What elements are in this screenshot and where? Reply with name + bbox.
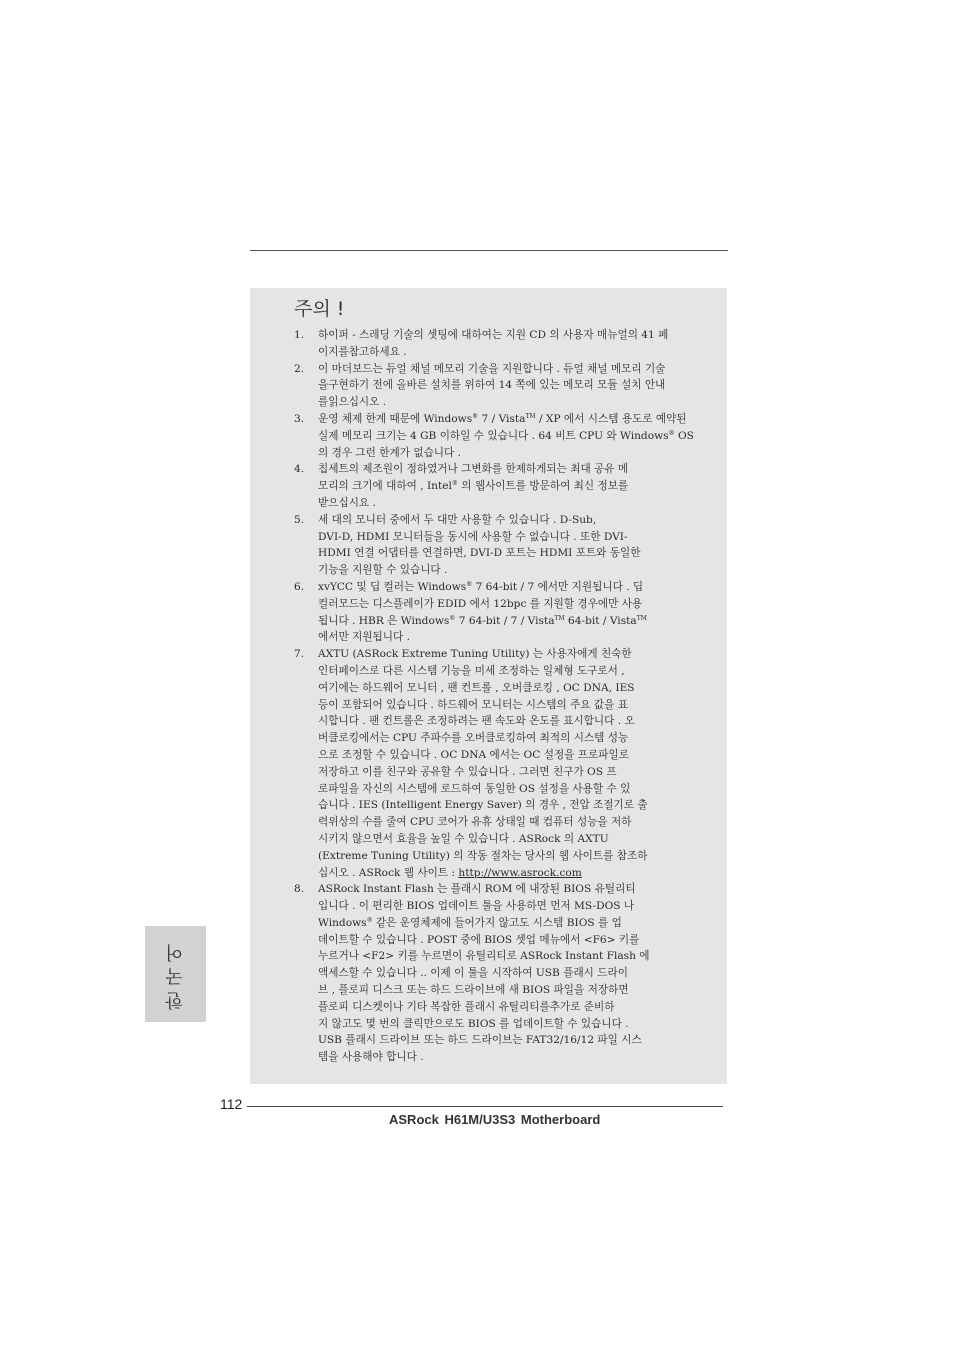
- note-line: 입니다 . 이 편리한 BIOS 업데이트 툴을 사용하면 먼저 MS-DOS 나: [318, 900, 635, 913]
- note-line: 세 대의 모니터 중에서 두 대만 사용할 수 있습니다 . D-Sub,: [318, 513, 597, 526]
- note-line: 등이 포함되어 있습니다 . 하드웨어 모니터는 시스템의 주요 값을 표: [318, 698, 628, 711]
- note-number: 2.: [294, 362, 305, 375]
- note-line: 운영 체제 한계 때문에 Windows® 7 / Vista™ / XP 에서 시스템 용도로 예약된: [318, 412, 687, 425]
- note-line: Windows® 같은 운영체제에 들어가지 않고도 시스템 BIOS 를 업: [318, 916, 622, 929]
- note-link-prefix: 십시오 . ASRock 웹 사이트 :: [318, 866, 459, 879]
- note-line: 력위상의 수를 줄여 CPU 코어가 유휴 상태일 때 컴퓨터 성능을 저하: [318, 816, 632, 829]
- note-number: 1.: [294, 329, 305, 341]
- note-line: 플로피 디스켓이나 기타 복잡한 플래시 유틸리티를추가로 준비하: [318, 1000, 615, 1013]
- website-link[interactable]: http://www.asrock.com: [458, 866, 582, 879]
- note-line: 인터페이스로 다른 시스템 기능을 미세 조정하는 일체형 도구로서 ,: [318, 664, 625, 677]
- note-line: 하이퍼 - 스레딩 기술의 셋팅에 대하여는 지원 CD 의 사용자 매뉴얼의 41 페: [318, 329, 669, 341]
- note-line: 시키지 않으면서 효율을 높일 수 있습니다 . ASRock 의 AXTU: [318, 832, 609, 845]
- note-line: 실제 메모리 크기는 4 GB 이하일 수 있습니다 . 64 비트 CPU 와 Windows® OS: [318, 429, 694, 442]
- note-item: [294, 361, 705, 411]
- language-tab-label: 한국어: [164, 938, 186, 1010]
- note-item: [294, 646, 705, 881]
- note-item: [294, 411, 705, 461]
- notice-title: 주의 !: [294, 298, 345, 320]
- note-line: 칩세트의 제조원이 정하였거나 그변화를 한제하게되는 최대 공유 메: [318, 463, 629, 476]
- note-line: 누르거나 <F2> 키를 누르면이 유틸리티로 ASRock Instant Flash 에: [318, 950, 650, 963]
- note-line: HDMI 연결 어댑터를 연결하면, DVI-D 포트는 HDMI 포트와 동일한: [318, 547, 641, 560]
- note-line: DVI-D, HDMI 모니터들을 동시에 사용할 수 없습니다 . 또한 DVI-: [318, 530, 628, 543]
- note-number: 5.: [294, 513, 305, 526]
- page-number: 112: [220, 1096, 243, 1112]
- notice-box: [250, 288, 727, 1084]
- note-item: [294, 461, 705, 511]
- note-line: ASRock Instant Flash 는 플래시 ROM 에 내장된 BIOS 유틸리티: [318, 883, 636, 896]
- note-line: 컬러모드는 디스플레이가 EDID 에서 12bpc 를 지원할 경우에만 사용: [318, 597, 643, 610]
- note-line: 에서만 지원됩니다 .: [318, 631, 410, 644]
- note-number: 7.: [294, 648, 305, 661]
- note-line: USB 플래시 드라이브 또는 하드 드라이브는 FAT32/16/12 파일 시스: [318, 1034, 642, 1047]
- note-line: 모리의 크기에 대하여 , Intel® 의 웹사이트를 방문하여 최신 정보를: [318, 480, 629, 493]
- note-line: 시합니다 . 팬 컨트롤은 조정하려는 팬 속도와 온도를 표시합니다 . 오: [318, 715, 635, 728]
- note-item: [294, 512, 705, 579]
- note-line: 의 경우 그런 한계가 없습니다 .: [318, 446, 462, 459]
- note-line: [318, 865, 705, 882]
- note-line: AXTU (ASRock Extreme Tuning Utility) 는 사용자에게 친숙한: [318, 648, 632, 661]
- note-line: 이 마더보드는 듀얼 채널 메모리 기술을 지원합니다 . 듀얼 채널 메모리 기술: [318, 362, 666, 375]
- note-line: 지 않고도 몇 번의 클릭만으로도 BIOS 를 업데이트할 수 있습니다 .: [318, 1017, 629, 1030]
- note-item: [294, 881, 705, 1066]
- note-line: 데이트할 수 있습니다 . POST 중에 BIOS 셋업 메뉴에서 <F6> 키를: [318, 933, 640, 946]
- bottom-rule: [247, 1106, 723, 1107]
- note-line: 이지를참고하세요 .: [318, 345, 407, 358]
- note-line: 저장하고 이를 친구와 공유할 수 있습니다 . 그러면 친구가 OS 프: [318, 765, 617, 778]
- note-line: (Extreme Tuning Utility) 의 작동 절차는 당사의 웹 사이트를 참조하: [318, 849, 648, 862]
- note-line: 로파일을 자신의 시스템에 로드하여 동일한 OS 설정을 사용할 수 있: [318, 782, 631, 795]
- note-line: 됩니다 . HBR 은 Windows® 7 64-bit / 7 / Vista™ 64-bit / Vista™: [318, 614, 647, 627]
- note-item: [294, 579, 705, 646]
- note-line: 기능을 지원할 수 있습니다 .: [318, 564, 448, 577]
- note-number: 8.: [294, 883, 305, 896]
- note-line: 액세스할 수 있습니다 .. 이제 이 툴을 시작하여 USB 플래시 드라이: [318, 967, 628, 980]
- note-line: xvYCC 및 딥 컬러는 Windows® 7 64-bit / 7 에서만 지원됩니다 . 딥: [318, 580, 644, 593]
- notes-list: [294, 327, 705, 1066]
- note-line: 브 , 플로피 디스크 또는 하드 드라이브에 새 BIOS 파일을 저장하면: [318, 984, 629, 997]
- note-line: 을구현하기 전에 올바른 설치를 위하여 14 쪽에 있는 메모리 모듈 설치 안내: [318, 379, 666, 392]
- note-number: 4.: [294, 463, 305, 476]
- note-line: 템을 사용해야 합니다 .: [318, 1051, 424, 1064]
- note-line: 여기에는 하드웨어 모니터 , 팬 컨트롤 , 오버클로킹 , OC DNA, IES: [318, 681, 635, 694]
- note-item: [294, 327, 705, 361]
- note-line: 를읽으십시오 .: [318, 396, 387, 409]
- footer-model: ASRock H61M/U3S3 Motherboard: [389, 1112, 601, 1127]
- language-tab: [145, 926, 206, 1022]
- note-line: 받으십시요 .: [318, 496, 376, 509]
- note-line: 습니다 . IES (Intelligent Energy Saver) 의 경우 , 전압 조절기로 출: [318, 799, 648, 812]
- top-rule: [250, 250, 728, 251]
- note-number: 6.: [294, 580, 305, 593]
- note-number: 3.: [294, 412, 305, 425]
- note-line: 버클로킹에서는 CPU 주파수를 오버클로킹하여 최적의 시스템 성능: [318, 732, 629, 745]
- note-line: 으로 조정할 수 있습니다 . OC DNA 에서는 OC 설정을 프로파일로: [318, 748, 629, 761]
